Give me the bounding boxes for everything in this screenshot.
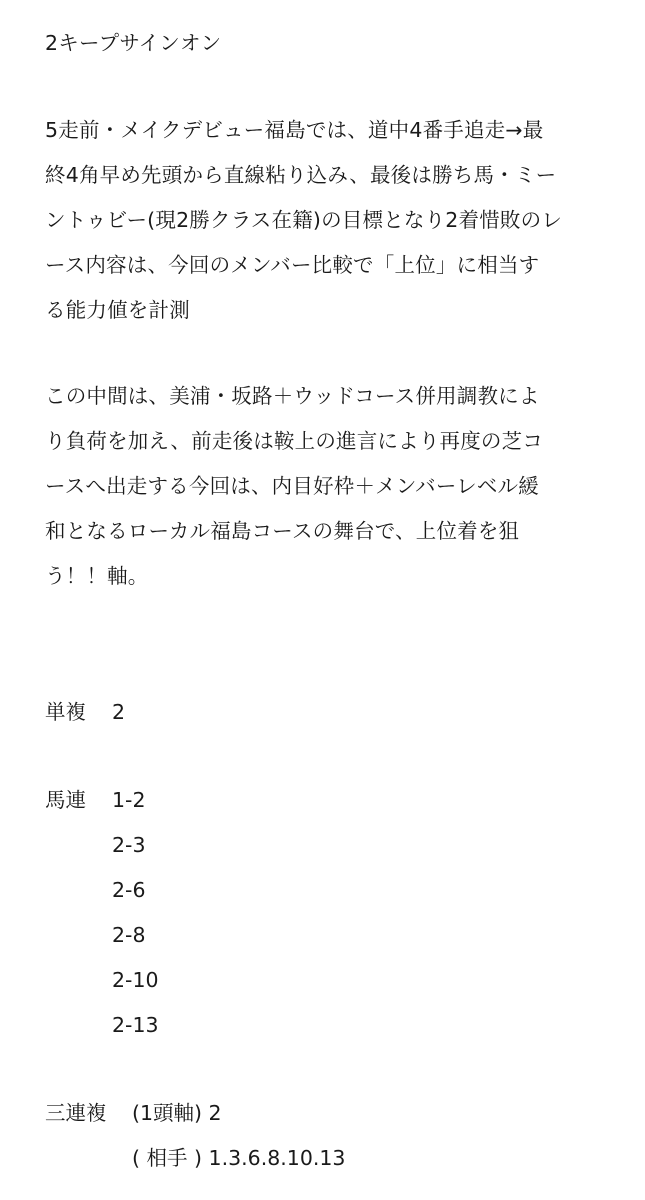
tansho-label: 単複 — [45, 700, 86, 724]
sanrenpuku-partners: ( 相手 ) 1.3.6.8.10.13 — [132, 1146, 346, 1170]
umaren-value-6: 2-13 — [112, 1013, 159, 1037]
paragraph2-line-1: この中間は、美浦・坂路＋ウッドコース併用調教によ — [45, 384, 540, 408]
tansho-value: 2 — [112, 700, 126, 724]
horse-heading: 2キープサインオン — [45, 31, 222, 55]
umaren-value-1: 1-2 — [112, 788, 146, 812]
paragraph2-line-4: 和となるローカル福島コースの舞台で、上位着を狙 — [45, 519, 520, 543]
paragraph1-line-4: ース内容は、今回のメンバー比較で「上位」に相当す — [45, 253, 540, 277]
umaren-value-5: 2-10 — [112, 968, 159, 992]
paragraph2-line-5: う！！軸。 — [45, 564, 149, 588]
umaren-value-2: 2-3 — [112, 833, 146, 857]
sanrenpuku-label: 三連複 — [45, 1101, 107, 1125]
umaren-label: 馬連 — [45, 788, 86, 812]
umaren-value-3: 2-6 — [112, 878, 146, 902]
paragraph1-line-2: 終4角早め先頭から直線粘り込み、最後は勝ち馬・ミー — [45, 163, 557, 187]
paragraph1-line-1: 5走前・メイクデビュー福島では、道中4番手追走→最 — [45, 118, 544, 142]
paragraph1-line-3: ントゥビー(現2勝クラス在籍)の目標となり2着惜敗のレ — [45, 208, 563, 232]
paragraph2-line-3: ースへ出走する今回は、内目好枠＋メンバーレベル緩 — [45, 474, 539, 498]
paragraph2-line-2: り負荷を加え、前走後は鞍上の進言により再度の芝コ — [45, 429, 544, 453]
sanrenpuku-axis: (1頭軸) 2 — [132, 1101, 222, 1125]
paragraph1-line-5: る能力値を計測 — [45, 298, 190, 322]
umaren-value-4: 2-8 — [112, 923, 146, 947]
